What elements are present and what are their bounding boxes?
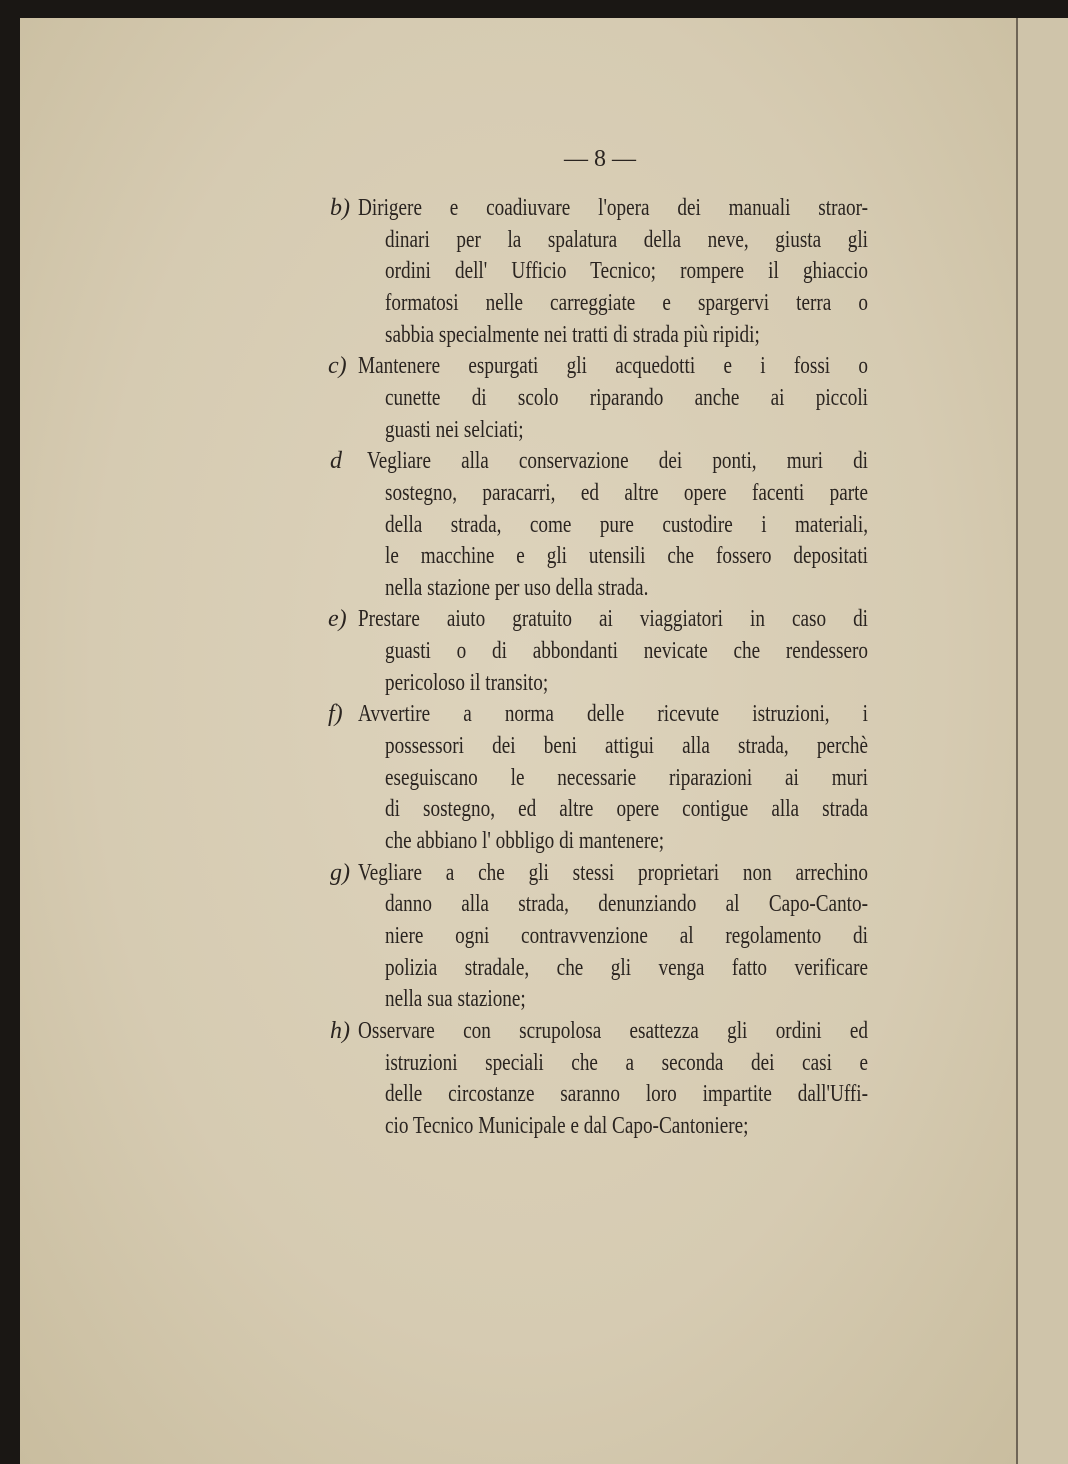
page-number: — 8 — (564, 146, 636, 172)
line-text: istruzioni speciali che a seconda dei casi e (385, 1049, 868, 1076)
line-text: Mantenere espurgati gli acquedotti e i fossi o (358, 353, 868, 380)
text-line (385, 543, 989, 573)
text-line (358, 701, 996, 731)
item-label: d (330, 448, 342, 475)
text-line (385, 828, 989, 858)
line-text: Vegliare alla conservazione dei ponti, muri di (367, 448, 868, 475)
line-text: Prestare aiuto gratuito ai viaggiatori in caso di (358, 606, 868, 633)
text-line (367, 448, 993, 478)
line-text: guasti nei selciati; (385, 416, 524, 443)
line-text: nella sua stazione; (385, 986, 526, 1013)
text-line (385, 258, 989, 288)
line-text: cunette di scolo riparando anche ai piccoli (385, 384, 868, 411)
text-line (385, 417, 989, 447)
text-line (385, 891, 989, 921)
line-text: sabbia specialmente nei tratti di strada più ripidi; (385, 321, 760, 348)
item-label: e) (328, 606, 347, 633)
line-text: danno alla strada, denunziando al Capo-Canto- (385, 891, 868, 918)
line-text: sostegno, paracarri, ed altre opere facenti parte (385, 479, 868, 506)
item-label: b) (330, 195, 350, 221)
line-text: Osservare con scrupolosa esattezza gli ordini ed (358, 1017, 868, 1044)
text-line (385, 796, 989, 826)
line-text: delle circostanze saranno loro impartite dall'Uffi- (385, 1081, 868, 1108)
line-text: guasti o di abbondanti nevicate che rendessero (385, 638, 868, 665)
item-label: f) (328, 701, 343, 728)
line-text: niere ogni contravvenzione al regolamento di (385, 922, 868, 949)
text-line (358, 860, 996, 890)
item-label: g) (330, 859, 350, 886)
text-line (385, 575, 989, 605)
line-text: cio Tecnico Municipale e dal Capo-Cantoniere; (385, 1112, 749, 1139)
text-line (385, 385, 989, 415)
line-text: Dirigere e coadiuvare l'opera dei manuali straor- (358, 195, 868, 221)
text-line (385, 512, 989, 542)
text-line (385, 955, 989, 985)
item-label: h) (330, 1017, 350, 1044)
text-line (385, 227, 989, 257)
text-line (385, 1113, 989, 1143)
text-line (358, 195, 996, 225)
line-text: polizia stradale, che gli venga fatto verificare (385, 954, 868, 981)
line-text: ordini dell' Ufficio Tecnico; rompere il ghiaccio (385, 258, 868, 285)
item-label: c) (328, 353, 347, 380)
text-line (385, 986, 989, 1016)
line-text: possessori dei beni attigui alla strada, perchè (385, 733, 868, 760)
line-text: della strada, come pure custodire i materiali, (385, 511, 868, 538)
line-text: eseguiscano le necessarie riparazioni ai muri (385, 764, 868, 791)
line-text: pericoloso il transito; (385, 669, 549, 696)
line-text: formatosi nelle carreggiate e spargervi terra o (385, 289, 868, 316)
text-line (385, 638, 989, 668)
text-line (385, 733, 989, 763)
adjacent-page-edge (1016, 18, 1068, 1464)
text-line (385, 322, 989, 352)
line-text: che abbiano l' obbligo di mantenere; (385, 828, 665, 854)
line-text: di sostegno, ed altre opere contigue alla strada (385, 796, 868, 823)
text-line (385, 480, 989, 510)
text-line (385, 290, 989, 320)
line-text: Vegliare a che gli stessi proprietari non arrechino (358, 859, 868, 886)
line-text: le macchine e gli utensili che fossero depositati (385, 543, 868, 570)
text-line (385, 923, 989, 953)
text-line (358, 606, 996, 636)
text-line (385, 670, 989, 700)
text-line (385, 1081, 989, 1111)
line-text: Avvertire a norma delle ricevute istruzioni, i (358, 701, 868, 728)
line-text: dinari per la spalatura della neve, giusta gli (385, 226, 868, 253)
text-line (358, 353, 996, 383)
text-line (385, 1050, 989, 1080)
text-line (358, 1018, 996, 1048)
line-text: nella stazione per uso della strada. (385, 574, 649, 601)
text-line (385, 765, 989, 795)
